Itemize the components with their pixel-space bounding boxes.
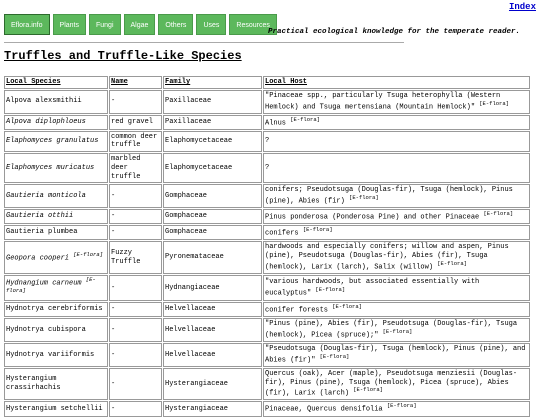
host-cell	[263, 275, 530, 301]
host-cell	[263, 153, 530, 183]
species-cell	[4, 275, 108, 301]
species-cell	[4, 368, 108, 401]
common-name-cell: -	[109, 90, 162, 114]
host-cell	[263, 225, 530, 240]
common-name-cell: -	[109, 401, 162, 416]
host-cell	[263, 184, 530, 208]
family-cell: Paxillaceae	[163, 90, 262, 114]
common-name-cell: -	[109, 275, 162, 301]
reference-link[interactable]: [E-flora]	[290, 115, 320, 123]
family-cell: Helvellaceae	[163, 302, 262, 317]
table-row	[4, 90, 530, 114]
reference-link[interactable]: [E-flora]	[353, 386, 383, 394]
nav-button-eflora-info[interactable]: Eflora.info	[4, 14, 50, 35]
common-name-cell: -	[109, 318, 162, 342]
common-name-cell: common deer truffle	[109, 131, 162, 153]
table-row	[4, 302, 530, 317]
species-cell	[4, 184, 108, 208]
species-name: Hydnangium carneum	[6, 279, 82, 288]
family-cell: Hysterangiaceae	[163, 401, 262, 416]
column-header-family: Family	[163, 76, 262, 89]
common-name-cell: -	[109, 302, 162, 317]
table-row	[4, 275, 530, 301]
species-cell	[4, 131, 108, 153]
table-row	[4, 184, 530, 208]
nav-button-others[interactable]: Others	[158, 14, 193, 35]
host-cell	[263, 343, 530, 367]
host-text: "Pseudotsuga (Douglas-fir), Tsuga (hemlock), Pinus (pine), and Abies (fir)"	[265, 345, 526, 365]
species-name: Elaphomyces muricatus	[6, 163, 95, 172]
species-cell	[4, 115, 108, 130]
host-text: hardwoods and especially conifers; willow and aspen, Pinus (pine), Pseudotsuga (Douglas-fir), Abies (fir), Tsuga (hemlock), Larix (larch), Salix (willow)	[265, 243, 509, 272]
species-name: Elaphomyces granulatus	[6, 137, 99, 146]
species-name: Hydnotrya cerebriformis	[6, 305, 103, 314]
family-cell: Gomphaceae	[163, 209, 262, 224]
column-header-host: Local Host	[263, 76, 530, 89]
nav-button-resources[interactable]: Resources	[229, 14, 276, 35]
host-text: ?	[265, 163, 270, 172]
table-row	[4, 343, 530, 367]
common-name-cell: -	[109, 184, 162, 208]
common-name-cell: -	[109, 343, 162, 367]
host-text: Pinus ponderosa (Ponderosa Pine) and other Pinaceae	[265, 213, 480, 222]
reference-link[interactable]: [E-flora]	[332, 303, 362, 311]
column-header-species: Local Species	[4, 76, 108, 89]
table-row	[4, 318, 530, 342]
family-cell: Elaphomycetaceae	[163, 131, 262, 153]
common-name-cell: Fuzzy Truffle	[109, 241, 162, 274]
family-cell: Helvellaceae	[163, 318, 262, 342]
common-name-cell: -	[109, 225, 162, 240]
host-text: conifer forests	[265, 306, 329, 315]
host-text: ?	[265, 137, 270, 146]
species-name: Gautieria otthii	[6, 212, 74, 221]
species-name: Geopora cooperi	[6, 254, 70, 263]
nav-button-plants[interactable]: Plants	[53, 14, 86, 35]
family-cell: Hydnangiaceae	[163, 275, 262, 301]
reference-link[interactable]: [E-flora]	[302, 226, 333, 234]
species-name: Gautieria monticola	[6, 191, 86, 200]
species-cell	[4, 209, 108, 224]
species-cell	[4, 225, 108, 240]
species-name: Alpova diplophloeus	[6, 117, 86, 126]
host-text: "Pinaceae spp., particularly Tsuga heterophylla (Western Hemlock) and Tsuga mertensiana (Mountain Hemlock)"	[265, 91, 501, 111]
host-cell	[263, 131, 530, 153]
host-cell	[263, 209, 530, 224]
common-name-cell: red gravel	[109, 115, 162, 130]
family-cell: Hysterangiaceae	[163, 368, 262, 401]
host-cell	[263, 90, 530, 114]
species-name: Alpova alexsmithii	[6, 97, 82, 106]
reference-link[interactable]: [E-flora]	[382, 327, 413, 335]
table-row	[4, 368, 530, 401]
table-row	[4, 401, 530, 416]
host-text: Alnus	[265, 118, 287, 127]
species-cell	[4, 153, 108, 183]
table-row	[4, 131, 530, 153]
column-header-name: Name	[109, 76, 162, 89]
reference-link[interactable]: [E-flora]	[319, 352, 350, 360]
divider	[4, 42, 404, 43]
host-text: "Pinus (pine), Abies (fir), Pseudotsuga (Douglas-fir), Tsuga (hemlock), Picea (spruce);"	[265, 320, 518, 340]
reference-link[interactable]: [E-flora]	[479, 99, 509, 107]
host-cell	[263, 115, 530, 130]
reference-link[interactable]: [E-flora]	[6, 275, 96, 295]
site-tagline: Practical ecological knowledge for the temperate reader.	[268, 28, 521, 36]
species-name: Hysterangium setchellii	[6, 404, 103, 413]
reference-link[interactable]: [E-flora]	[437, 259, 467, 267]
top-nav	[4, 14, 277, 35]
species-cell	[4, 302, 108, 317]
host-text: conifers	[265, 229, 299, 238]
table-row	[4, 209, 530, 224]
family-cell: Paxillaceae	[163, 115, 262, 130]
host-text: conifers; Pseudotsuga (Douglas-fir), Tsuga (hemlock), Pinus (pine), Abies (fir)	[265, 186, 513, 206]
species-cell	[4, 343, 108, 367]
family-cell: Gomphaceae	[163, 225, 262, 240]
family-cell: Helvellaceae	[163, 343, 262, 367]
host-cell	[263, 368, 530, 401]
host-cell	[263, 241, 530, 274]
host-text: Pinaceae, Quercus densifolia	[265, 405, 383, 414]
species-cell	[4, 90, 108, 114]
reference-link[interactable]: [E-flora]	[349, 194, 379, 202]
page-title: Truffles and Truffle-Like Species	[4, 49, 242, 63]
reference-link[interactable]: [E-flora]	[386, 402, 417, 410]
host-cell	[263, 318, 530, 342]
host-text: Quercus (oak), Acer (maple), Pseudotsuga menziesii (Douglas-fir), Pinus (pine), Tsuga (hemlock), Picea (spruce), Abies (fir), Larix (larch)	[265, 369, 518, 398]
common-name-cell: -	[109, 209, 162, 224]
common-name-cell: marbled deer truffle	[109, 153, 162, 183]
species-cell	[4, 241, 108, 274]
nav-button-uses[interactable]: Uses	[196, 14, 226, 35]
host-text: "various hardwoods, but associated essentially with eucalyptus"	[265, 278, 480, 298]
species-cell	[4, 318, 108, 342]
host-cell	[263, 302, 530, 317]
table-row	[4, 115, 530, 130]
table-header-row	[4, 76, 530, 89]
common-name-cell: -	[109, 368, 162, 401]
table-row	[4, 241, 530, 274]
reference-link[interactable]: [E-flora]	[73, 251, 103, 259]
species-name: Hysterangium crassirhachis	[6, 375, 61, 393]
reference-link[interactable]: [E-flora]	[315, 285, 346, 293]
index-link[interactable]: Index	[508, 2, 536, 12]
host-cell	[263, 401, 530, 416]
table-row	[4, 153, 530, 183]
species-table	[3, 75, 531, 418]
family-cell: Gomphaceae	[163, 184, 262, 208]
species-name: Hydnotrya variiformis	[6, 350, 95, 359]
species-name: Gautieria plumbea	[6, 228, 78, 237]
species-cell	[4, 401, 108, 416]
family-cell: Elaphomycetaceae	[163, 153, 262, 183]
table-row	[4, 225, 530, 240]
nav-button-algae[interactable]: Algae	[124, 14, 156, 35]
species-name: Hydnotrya cubispora	[6, 325, 86, 334]
nav-button-fungi[interactable]: Fungi	[89, 14, 121, 35]
reference-link[interactable]: [E-flora]	[483, 210, 514, 218]
family-cell: Pyronemataceae	[163, 241, 262, 274]
